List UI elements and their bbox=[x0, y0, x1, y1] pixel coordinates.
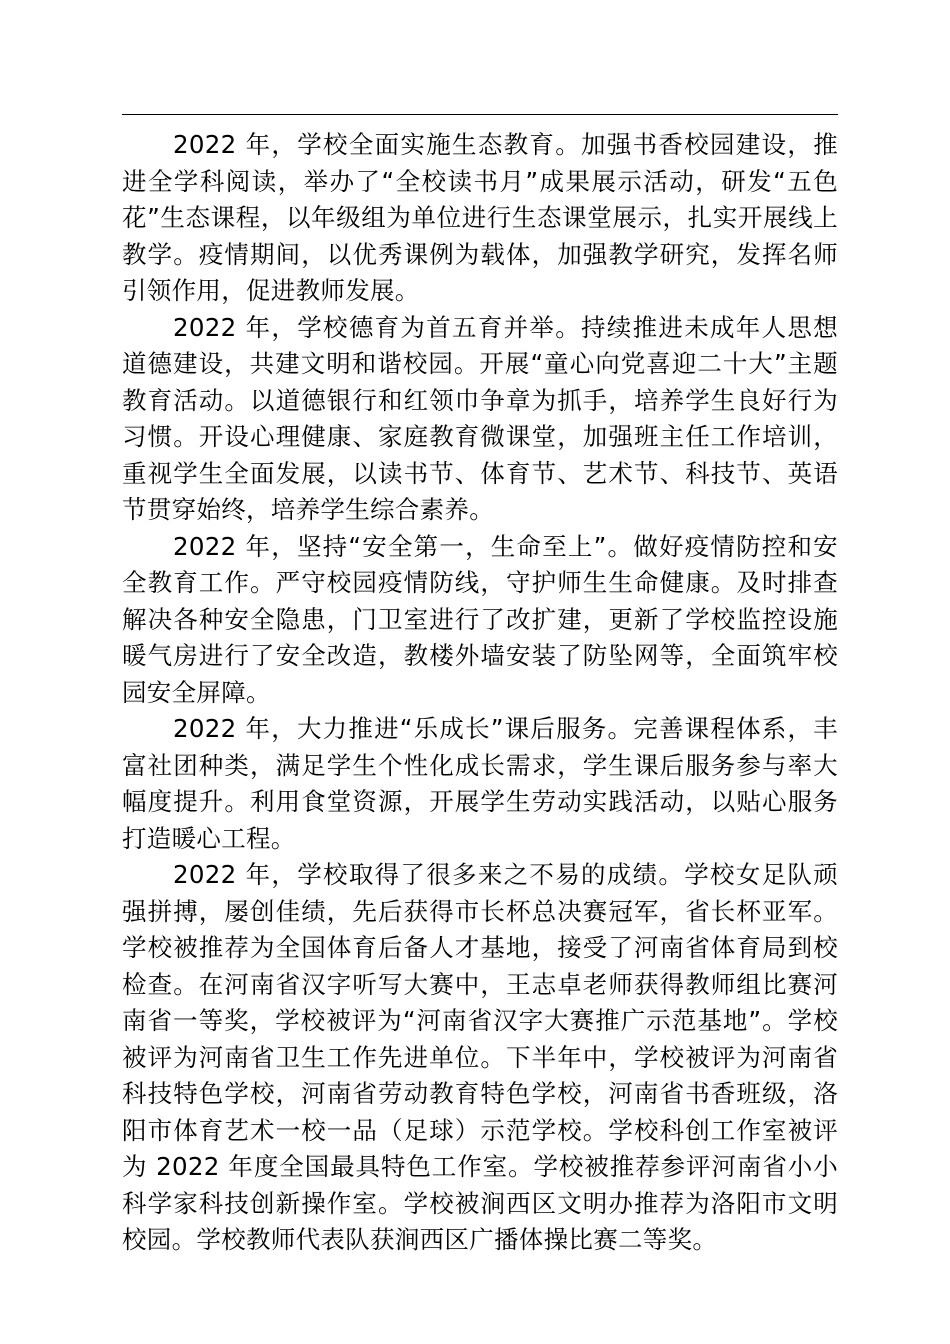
paragraph-after-school-service: 2022 年，大力推进“乐成长”课后服务。完善课程体系，丰富社团种类，满足学生个性化成长需求，学生课后服务参与率大幅度提升。利用食堂资源，开展学生劳动实践活动，以贴心服务打造暖心工程。 bbox=[122, 714, 838, 853]
paragraph-moral-education: 2022 年，学校德育为首五育并举。持续推进未成年人思想道德建设，共建文明和谐校园。开展“童心向党喜迎二十大”主题教育活动。以道德银行和红领巾争章为抓手，培养学生良好行为习惯。开设心理健康、家庭教育微课堂，加强班主任工作培训，重视学生全面发展，以读书节、体育节、艺术节、科技节、英语节贯穿始终，培养学生综合素养。 bbox=[122, 312, 838, 524]
paragraph-ecological-education: 2022 年，学校全面实施生态教育。加强书香校园建设，推进全学科阅读，举办了“全校读书月”成果展示活动，研发“五色花”生态课程，以年级组为单位进行生态课堂展示，扎实开展线上教学。疫情期间，以优秀课例为载体，加强教学研究，发挥名师引领作用，促进教师发展。 bbox=[122, 130, 838, 305]
document-body bbox=[122, 127, 838, 1259]
paragraph-safety: 2022 年，坚持“安全第一，生命至上”。做好疫情防控和安全教育工作。严守校园疫情防线，守护师生生命健康。及时排查解决各种安全隐患，门卫室进行了改扩建，更新了学校监控设施暖气房进行了安全改造，教楼外墙安装了防坠网等，全面筑牢校园安全屏障。 bbox=[122, 531, 838, 707]
header-rule bbox=[122, 114, 838, 115]
paragraph-achievements: 2022 年，学校取得了很多来之不易的成绩。学校女足队顽强拼搏，屡创佳绩，先后获得市长杯总决赛冠军，省长杯亚军。学校被推荐为全国体育后备人才基地，接受了河南省体育局到校检查。在河南省汉字听写大赛中，王志卓老师获得教师组比赛河南省一等奖，学校被评为“河南省汉字大赛推广示范基地”。学校被评为河南省卫生工作先进单位。下半年中，学校被评为河南省科技特色学校，河南省劳动教育特色学校，河南省书香班级，洛阳市体育艺术一校一品（足球）示范学校。学校科创工作室被评为 2022 年度全国最具特色工作室。学校被推荐参评河南省小小科学家科技创新操作室。学校被涧西区文明办推荐为洛阳市文明校园。学校教师代表队获涧西区广播体操比赛二等奖。 bbox=[122, 860, 838, 1254]
